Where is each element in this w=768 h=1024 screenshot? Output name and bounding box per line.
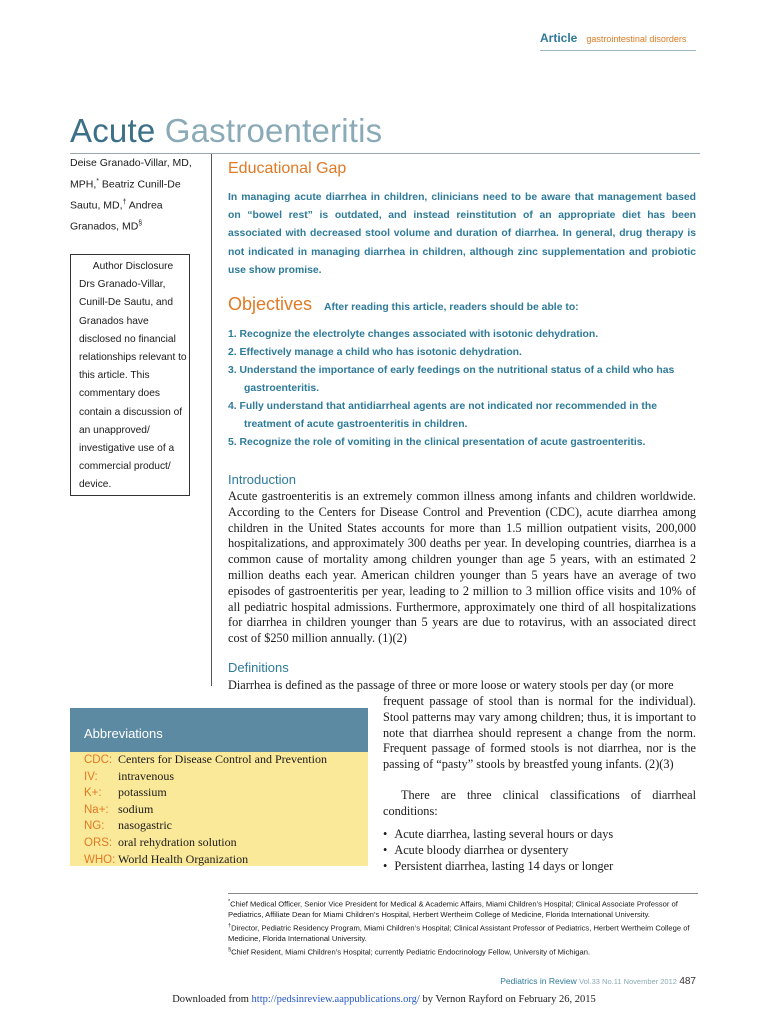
abbreviation-key: CDC: (84, 754, 113, 766)
abbreviation-row (84, 818, 327, 835)
footnote (228, 921, 698, 945)
download-link[interactable]: http://pedsinreview.aappublications.org/ (251, 994, 420, 1005)
abbreviation-value: oral rehydration solution (118, 834, 237, 849)
abbreviations-header (70, 708, 368, 752)
abbreviations-list (84, 752, 327, 868)
abbreviation-row (84, 802, 327, 819)
abbreviation-key: Na+: (84, 803, 109, 816)
abbreviation-value: intravenous (118, 768, 174, 783)
footnote (228, 945, 698, 958)
footnote-text: Chief Resident, Miami Children’s Hospital; currently Pediatric Endocrinology Fellow, University of Michigan. (231, 947, 591, 957)
objectives-heading: Objectives (228, 294, 313, 314)
author-footnotes (228, 897, 698, 959)
header-rule (540, 50, 696, 51)
download-prefix: Downloaded from (172, 994, 252, 1005)
abbreviation-value: potassium (118, 785, 167, 800)
list-item: • Acute diarrhea, lasting several hours or days (383, 827, 696, 843)
category-label: gastrointestinal disorders (586, 34, 687, 44)
abbreviation-row (84, 785, 327, 802)
author-mark: † (122, 198, 127, 206)
objective-item: 2. Effectively manage a child who has isotonic dehydration. (228, 347, 522, 358)
objective-item: 3. Understand the importance of early feedings on the nutritional status of a child who has gastroenteritis. (228, 365, 675, 394)
author-disclosure (79, 258, 187, 495)
abbreviation-row (84, 769, 327, 786)
abbreviations-title: Abbreviations (84, 726, 163, 741)
title-word-1: Acute (70, 112, 156, 149)
introduction-text: Acute gastroenteritis is an extremely common illness among infants and children worldwide. According to the Centers for Disease Control and Prevention (CDC), acute diarrhea among children in the United States accounts for more than 1.5 million outpatient visits, 200,000 hospitalizations, and approximately 300 deaths per year. In developing countries, diarrhea is a common cause of mortality among children younger than age 5 years, with an estimated 2 million deaths each year. American children younger than 5 years have an average of two episodes of gastroenteritis per year, leading to 2 million to 3 million office visits and 10% of all pediatric hospital admissions. Furthermore, approximately one third of all hospitalizations for diarrhea in children younger than 5 years are due to rotavirus, with an associated direct cost of $250 million annually. (1)(2) (228, 489, 696, 646)
footnote-mark: § (228, 947, 232, 954)
author-line: Andrea (126, 199, 163, 211)
abbreviation-row (84, 835, 327, 852)
journal-footer (490, 976, 696, 987)
abbreviation-value: nasogastric (118, 818, 172, 833)
objective-item: 4. Fully understand that antidiarrheal agents are not indicated nor recommended in the treatment of acute gastroenteritis in children. (228, 401, 657, 430)
list-item: • Persistent diarrhea, lasting 14 days or longer (383, 859, 696, 875)
abbreviation-key: IV: (84, 770, 98, 783)
definitions-heading: Definitions (228, 660, 289, 675)
objectives-list (228, 326, 698, 452)
definitions-text: frequent passage of stool than is normal for the individual). Stool patterns may vary among children; thus, it is important to note that diarrhea should represent a change from the norm. Frequent passage of formed stools is not diarrhea, nor is the passing of “pasty” stools by breastfed young infants. (2)(3) (383, 694, 696, 772)
page-title (70, 112, 382, 150)
author-line: MPH, (70, 178, 97, 190)
download-notice (0, 994, 768, 1005)
author-line: Sautu, MD, (70, 199, 123, 211)
abbreviation-value: Centers for Disease Control and Prevention (118, 752, 327, 766)
article-label: Article (540, 31, 578, 45)
definitions-text-paragraph-2: There are three clinical classifications of diarrheal conditions: (383, 788, 696, 818)
journal-name: Pediatrics in Review (500, 976, 577, 986)
author-line: Granados, MD (70, 220, 139, 232)
download-suffix: by Vernon Rayford on February 26, 2015 (419, 994, 596, 1005)
abbreviation-key: ORS: (84, 836, 113, 849)
footnote-mark: † (228, 923, 232, 930)
footnote (228, 897, 698, 921)
page-number: 487 (679, 976, 696, 987)
list-item: • Acute bloody diarrhea or dysentery (383, 843, 696, 859)
abbreviation-value: World Health Organization (118, 851, 249, 866)
author-mark: * (96, 177, 99, 185)
footnote-rule (228, 893, 698, 894)
definitions-text-first-line: Diarrhea is defined as the passage of three or more loose or watery stools per day (or more (228, 678, 674, 692)
educational-gap-text: In managing acute diarrhea in children, clinicians need to be aware that management based on “bowel rest” is outdated, and instead reinstitution of an appropriate diet has been associated with decreased stool volume and duration of diarrhea. In general, drug therapy is not indicated in managing diarrhea in children, although zinc supplementation and probiotic use show promise. (228, 192, 696, 276)
footnote-text: Chief Medical Officer, Senior Vice President for Medical & Academic Affairs, Miami Children’s Hospital; Clinical Associate Professor of Pediatrics, Affiliate Dean for Miami Children’s Hospital, Herbert Wertheim College of Medicine, Florida International University. (228, 899, 678, 920)
abbreviations-box (70, 708, 368, 866)
author-line: Deise Granado-Villar, MD, (70, 157, 192, 169)
journal-issue: Vol.33 No.11 November 2012 (579, 977, 677, 986)
article-category-header (540, 31, 686, 46)
abbreviation-row (84, 752, 327, 769)
disclosure-text: Drs Granado-Villar, Cunill-De Sautu, and Granados have disclosed no financial relationships relevant to this article. This commentary does contain a discussion of an unapproved/ investigative use of a commercial product/ device. (79, 279, 187, 491)
diarrhea-classification-list (383, 827, 696, 874)
footnote-mark: * (228, 899, 231, 905)
introduction-heading: Introduction (228, 472, 296, 487)
disclosure-heading: Author Disclosure (92, 261, 174, 272)
objective-item: 1. Recognize the electrolyte changes associated with isotonic dehydration. (228, 329, 599, 340)
educational-gap-heading: Educational Gap (228, 160, 347, 177)
abbreviation-key: K+: (84, 787, 102, 800)
title-word-2: Gastroenteritis (164, 112, 383, 149)
footnote-text: Director, Pediatric Residency Program, Miami Children’s Hospital; Clinical Assistant Professor of Pediatrics, Herbert Wertheim College of Medicine, Florida International University. (228, 923, 690, 944)
abbreviation-key: WHO: (84, 853, 116, 866)
author-mark: § (138, 219, 143, 227)
column-divider (211, 154, 212, 686)
author-line: Beatriz Cunill-De (98, 178, 181, 190)
objective-item: 5. Recognize the role of vomiting in the clinical presentation of acute gastroenteritis. (228, 437, 646, 448)
author-list (70, 154, 210, 236)
abbreviation-key: NG: (84, 820, 105, 833)
objectives-intro: After reading this article, readers should be able to: (324, 302, 579, 313)
abbreviation-value: sodium (118, 801, 154, 816)
abbreviation-row (84, 852, 327, 869)
author-disclosure-box (70, 254, 190, 496)
